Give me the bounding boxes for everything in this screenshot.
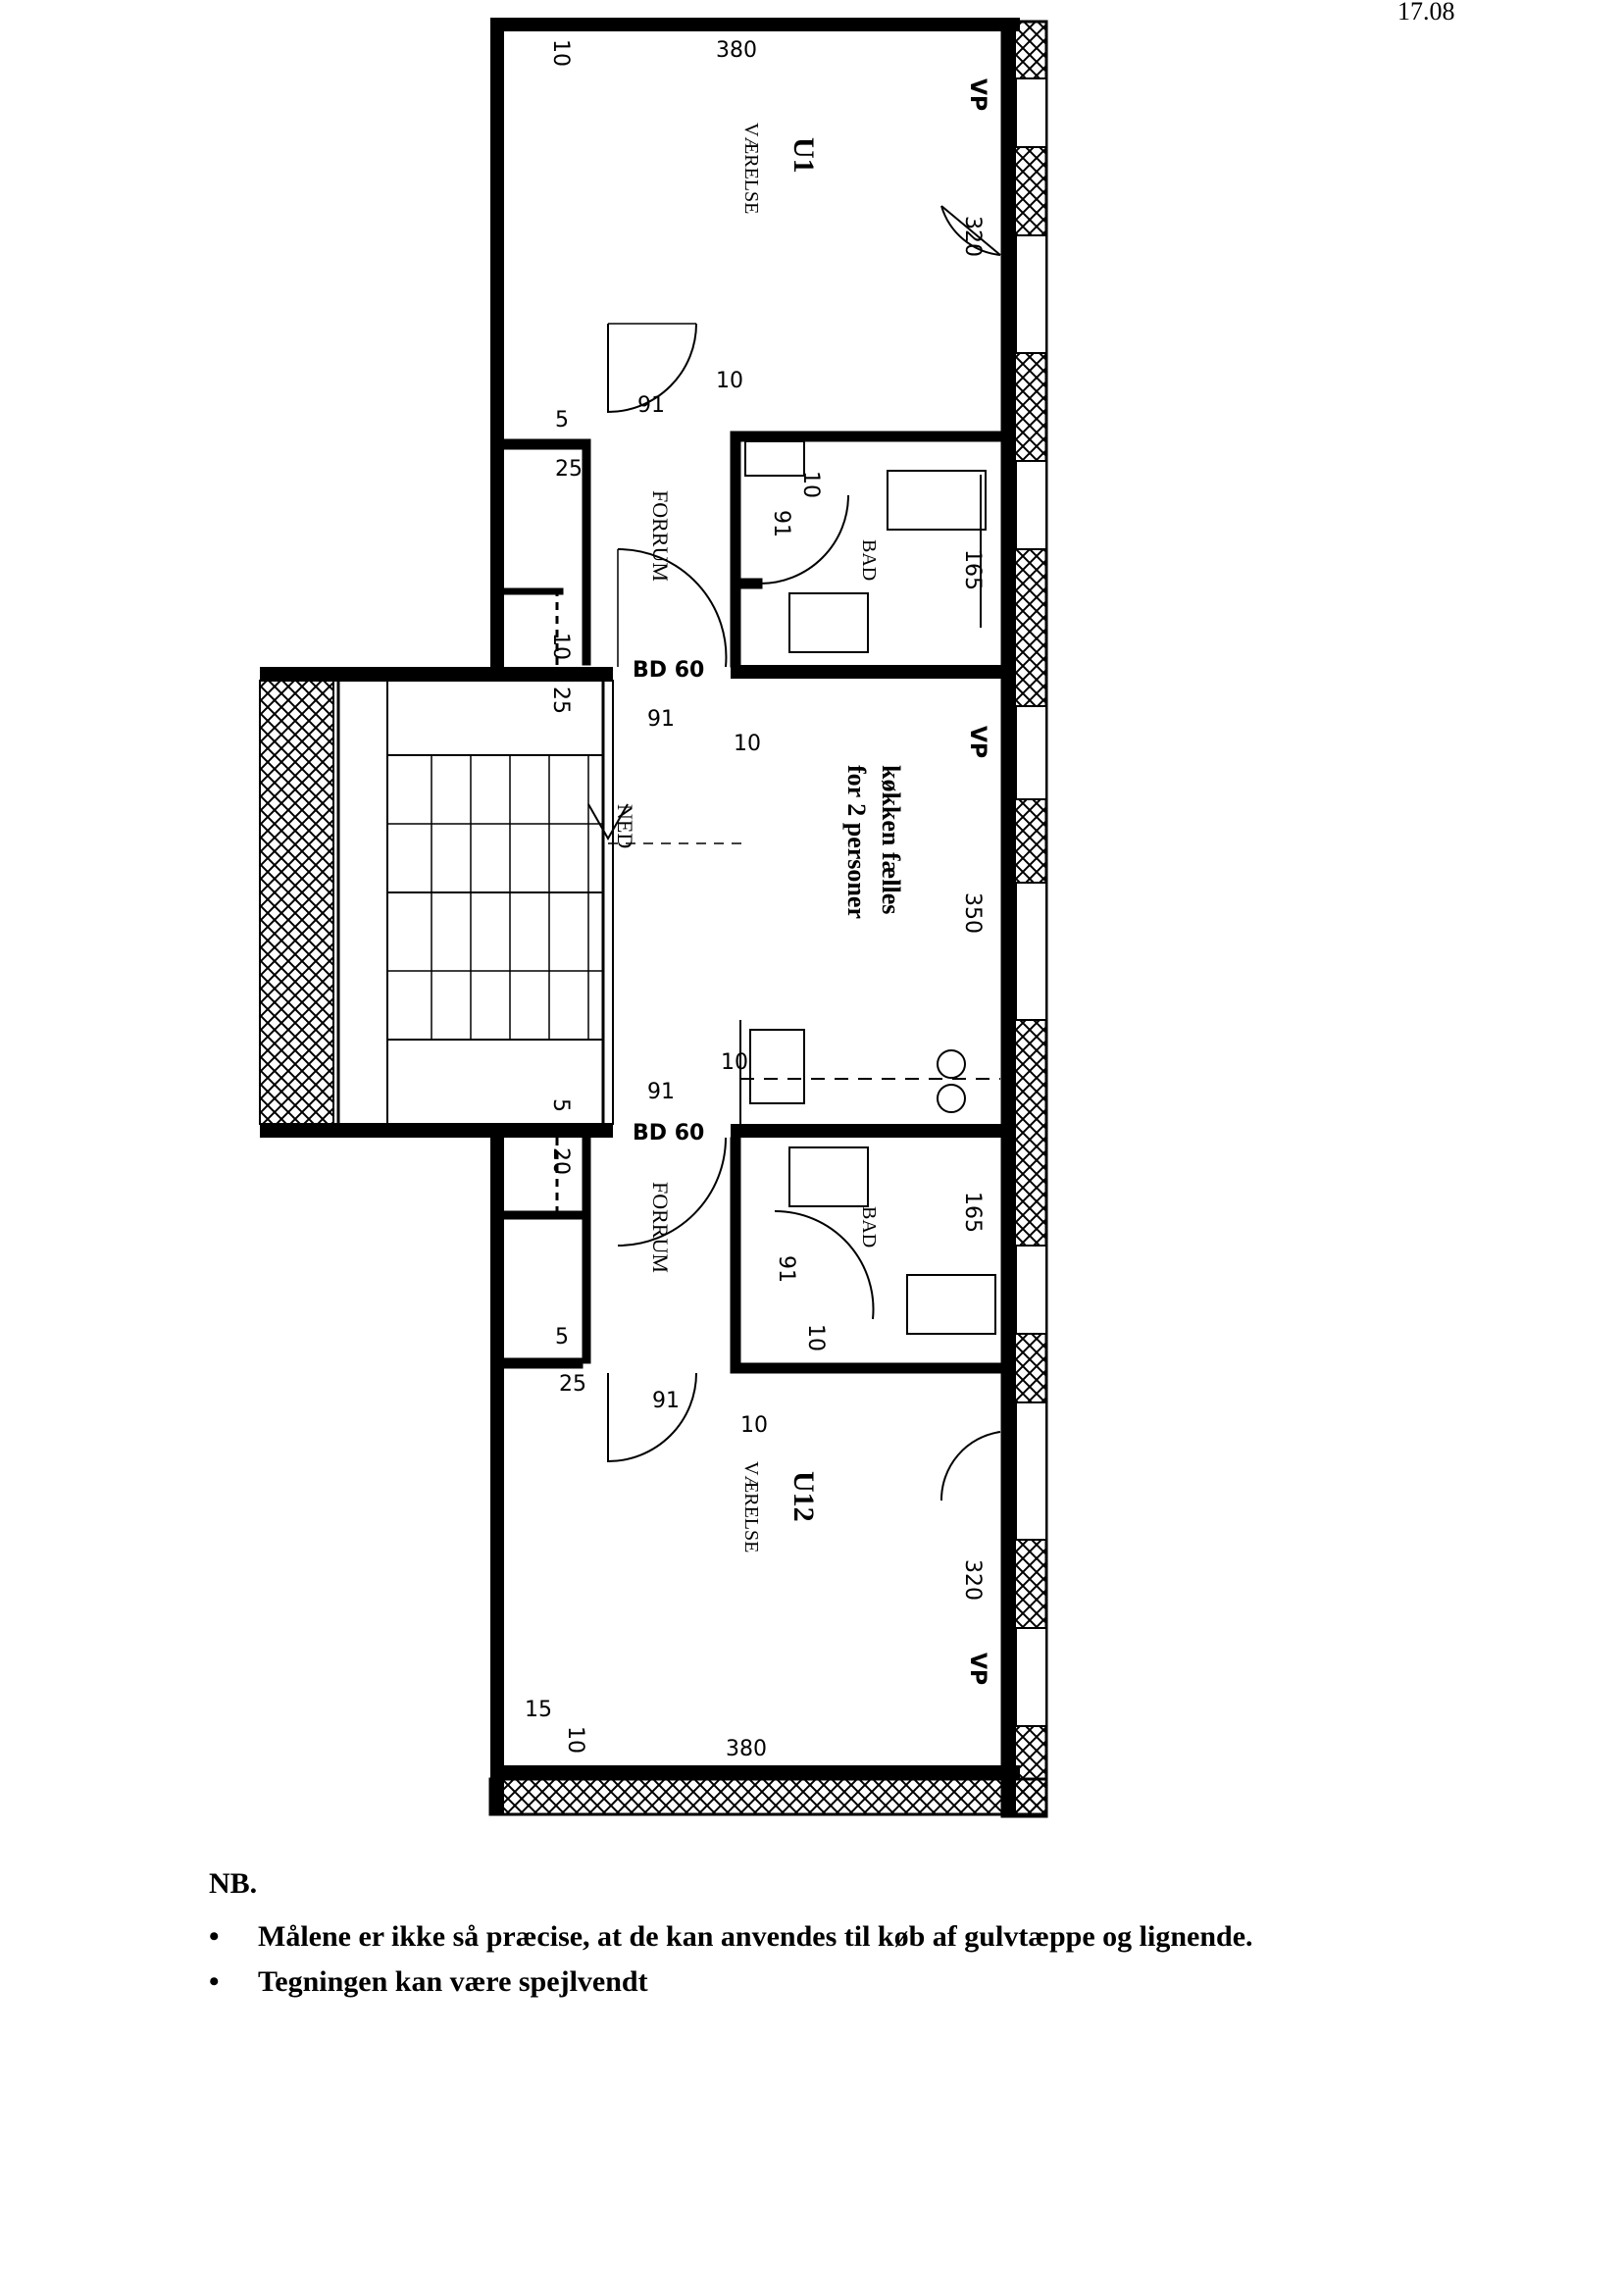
dim-25-low-b: 25 [559,1372,586,1397]
u1-type: VÆRELSE [740,123,762,215]
u12-wall-b: 10 [563,1726,587,1754]
u12-length: 320 [960,1559,985,1601]
dim-10-top-b: 10 [734,732,761,756]
bottom-facade [490,1779,1046,1814]
dim-10-top-a: 10 [548,633,573,660]
dim-10-u1: 10 [716,369,743,393]
dim-91-bad-bottom: 91 [774,1255,798,1283]
kitchen-length: 350 [960,892,985,934]
notes-heading: NB. [209,1867,258,1900]
u1-wall: 10 [548,39,573,67]
u12-type: VÆRELSE [740,1461,762,1553]
dim-91-bad-top: 91 [769,510,793,537]
vp-label-3: VP [965,1653,990,1686]
dim-5-u1: 5 [555,408,569,433]
door-swings [608,206,1000,1501]
stair-label: NED [613,804,637,849]
vp-label-2: VP [965,726,990,759]
bad-bottom-name: BAD [858,1206,880,1248]
note-item: • Tegningen kan være spejlvendt [209,1960,1484,2005]
dim-10-low-b: 10 [740,1413,768,1438]
kitchen-line2: for 2 personer [842,765,871,919]
bd-top: BD 60 [633,658,705,683]
dim-10-low-a: 10 [721,1050,748,1075]
dim-25-u1: 25 [555,457,583,482]
dim-91-low-b: 91 [652,1389,680,1413]
notes-section [209,1867,1484,2005]
lower-partitions [504,1138,1005,1373]
dim-10-bad-bottom: 10 [803,1324,828,1351]
bad-bottom-length: 165 [960,1192,985,1233]
right-facade [1002,22,1046,1816]
dim-91-u1: 91 [637,393,665,418]
note-item: • Målene er ikke så præcise, at de kan anvendes til køb af gulvtæppe og lignende. [209,1914,1484,1960]
dim-91-low-a: 91 [647,1080,675,1104]
bd-bottom: BD 60 [633,1121,705,1146]
dim-20-low: 20 [548,1147,573,1175]
bad-top-length: 165 [960,549,985,590]
dim-10-bad-top: 10 [798,471,823,498]
dim-5-low-a: 5 [548,1098,573,1112]
dim-91-top-b: 91 [647,707,675,732]
notes-list [209,1914,1484,2005]
dim-5-low-b: 5 [555,1325,569,1349]
outer-walls [260,18,1020,1814]
u1-length: 320 [960,216,985,257]
u12-width: 380 [726,1737,767,1761]
staircase [260,681,745,1124]
u1-width: 380 [716,38,757,63]
corner-mark: 17.08 [1397,0,1455,25]
u12-wall-a: 15 [525,1698,552,1722]
bad-top-name: BAD [858,539,880,582]
forrum-bottom: FORRUM [648,1182,673,1273]
u1-name: U1 [787,137,820,174]
forrum-top: FORRUM [648,490,673,582]
u12-name: U12 [787,1471,820,1522]
vp-label-1: VP [965,78,990,112]
kitchen-line1: køkken fælles [877,765,905,915]
dim-25-top-a: 25 [548,687,573,714]
